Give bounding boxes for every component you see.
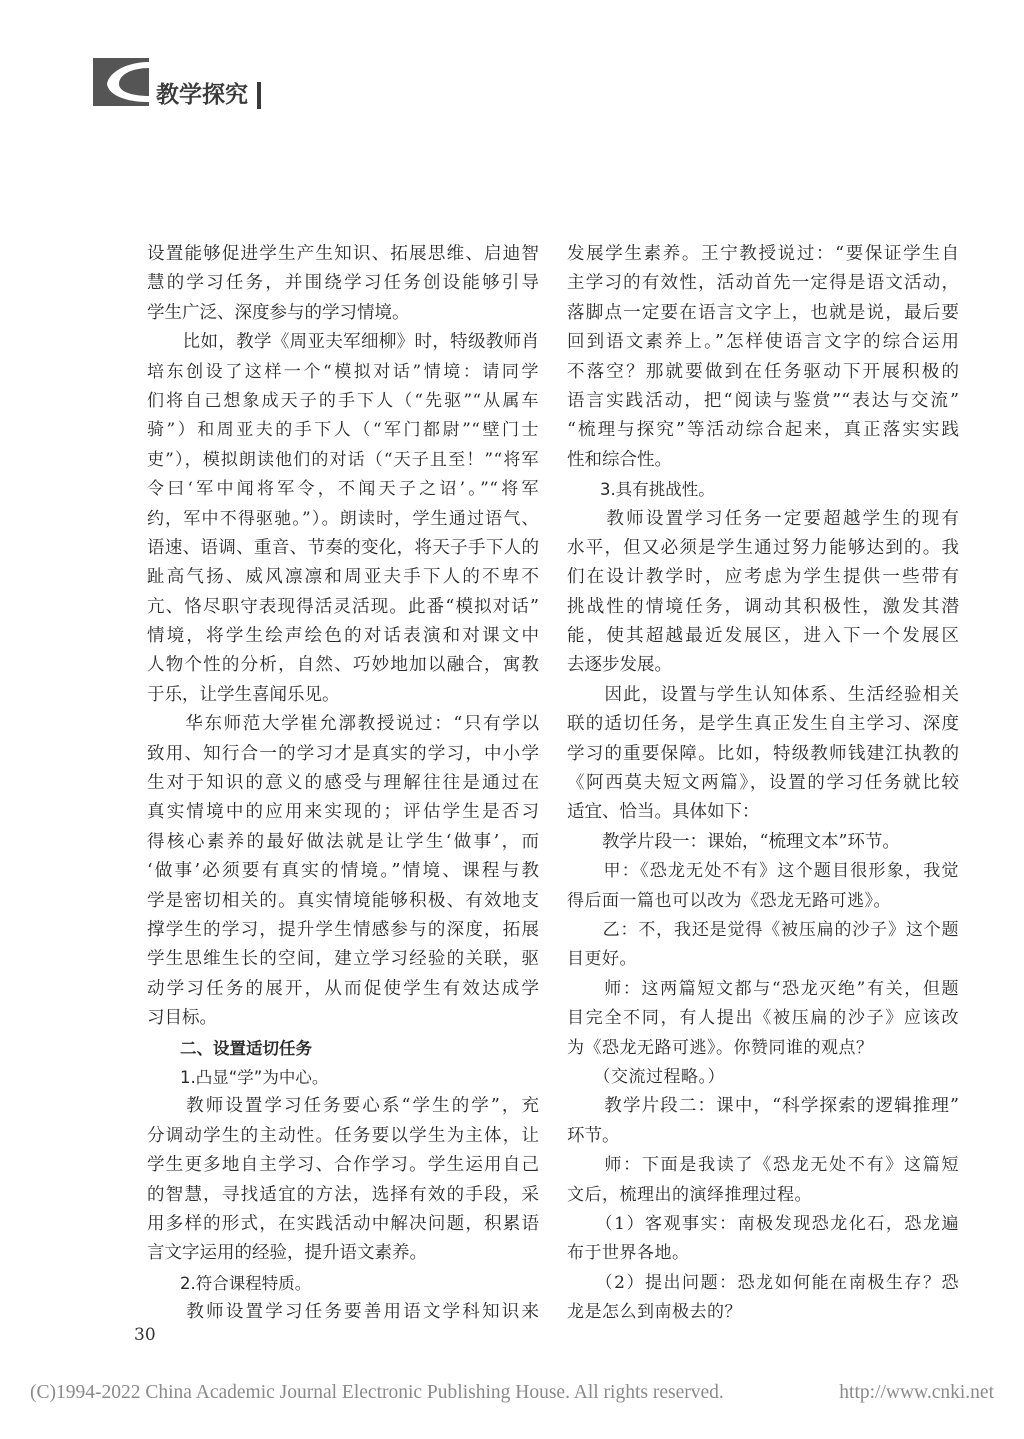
text-line: 师：这两篇短文都与“恐龙灭绝”有关，但题 <box>567 978 959 999</box>
text-line: 布于世界各地。 <box>567 1243 690 1264</box>
text-line: 人物个性的分析，自然、巧妙地加以融合，寓教 <box>147 655 539 676</box>
text-line: 习目标。 <box>147 1008 217 1029</box>
text-line: 龙是怎么到南极去的？ <box>567 1302 742 1323</box>
text-line: 慧的学习任务，并围绕学习任务创设能够引导 <box>147 273 539 294</box>
text-line: 1.凸显“学”为中心。 <box>147 1067 329 1087</box>
text-line: 的智慧，寻找适宜的方法，选择有效的手段，采 <box>147 1184 539 1205</box>
text-line: 们在设计教学时，应考虑为学生提供一些带有 <box>567 567 959 588</box>
text-line: 学习的重要保障。比如，特级教师钱建江执教的 <box>567 743 959 764</box>
text-line: 得后面一篇也可以改为《恐龙无路可逃》。 <box>567 890 891 911</box>
website-url: http://www.cnki.net <box>839 1382 994 1403</box>
text-line: 挑战性的情境任务，调动其积极性，激发其潜 <box>567 596 959 617</box>
section-title: 教学探究 <box>156 82 248 108</box>
text-line: 文后，梳理出的演绎推理过程。 <box>567 1184 812 1205</box>
text-line: （1）客观事实：南极发现恐龙化石，恐龙遍 <box>567 1213 959 1234</box>
text-line: 约，军中不得驱驰。”）。朗读时，学生通过语气、 <box>147 508 539 529</box>
text-line: 撑学生的学习，提升学生情感参与的深度，拓展 <box>147 919 539 940</box>
text-line: （2）提出问题：恐龙如何能在南极生存？恐 <box>567 1272 959 1293</box>
copyright-footer <box>30 1382 994 1404</box>
text-line: 设置能够促进学生产生知识、拓展思维、启迪智 <box>147 244 539 264</box>
text-line: 落脚点一定要在语言文字上，也就是说，最后要 <box>567 302 959 323</box>
text-line: 3.具有挑战性。 <box>567 480 715 500</box>
text-line: 主学习的有效性，活动首先一定得是语文活动， <box>567 273 959 294</box>
text-line: 培东创设了这样一个“模拟对话”情境：请同学 <box>147 361 539 382</box>
text-line: 言文字运用的经验，提升语文素养。 <box>147 1243 427 1264</box>
text-line: （交流过程略。） <box>567 1066 725 1087</box>
text-line: 不落空？那就要做到在任务驱动下开展积极的 <box>567 361 959 382</box>
text-line: 教师设置学习任务要心系“学生的学”，充 <box>147 1096 539 1117</box>
left-text-column <box>147 240 539 1327</box>
page-number: 30 <box>134 1325 156 1345</box>
text-line: 语速、语调、重音、节奏的变化，将天子手下人的 <box>147 537 539 558</box>
text-line: 致用、知行合一的学习才是真实的学习，中小学 <box>147 743 539 764</box>
text-line: 学生更多地自主学习、合作学习。学生运用自己 <box>147 1155 539 1176</box>
text-line: 乙：不，我还是觉得《被压扁的沙子》这个题 <box>567 919 959 940</box>
text-line: 二、设置适切任务 <box>147 1038 312 1058</box>
text-line: 亢、恪尽职守表现得活灵活现。此番“模拟对话” <box>147 596 539 617</box>
text-line: 因此，设置与学生认知体系、生活经验相关 <box>567 684 959 705</box>
journal-logo <box>93 58 149 106</box>
text-line: 趾高气扬、威风凛凛和周亚夫手下人的不卑不 <box>147 567 539 588</box>
text-line: ‘做事’必须要有真实的情境。”情境、课程与教 <box>147 861 539 882</box>
text-line: 教师设置学习任务要善用语文学科知识来 <box>147 1302 539 1323</box>
copyright-text: (C)1994-2022 China Academic Journal Electronic Publishing House. All rights reserved. <box>30 1382 724 1403</box>
text-line: 学生思维生长的空间，建立学习经验的关联，驱 <box>147 949 539 970</box>
text-line: 目更好。 <box>567 949 637 970</box>
text-line: 得核心素养的最好做法就是让学生‘做事’，而 <box>147 831 539 852</box>
text-line: 骑”）和周亚夫的手下人（“军门都尉”“壁门士 <box>147 420 539 441</box>
text-line: 适宜、恰当。具体如下： <box>567 802 760 823</box>
text-line: 用多样的形式，在实践活动中解决问题，积累语 <box>147 1213 539 1234</box>
section-divider-bar <box>257 82 261 109</box>
text-line: 们将自己想象成天子的手下人（“先驱”“从属车 <box>147 390 539 411</box>
text-line: 回到语文素养上。”怎样使语言文字的综合运用 <box>567 332 959 353</box>
text-line: 生对于知识的意义的感受与理解往往是通过在 <box>147 773 539 794</box>
text-line: 联的适切任务，是学生真正发生自主学习、深度 <box>567 714 959 735</box>
text-line: 性和综合性。 <box>567 449 672 470</box>
text-line: 教学片段二：课中，“科学探索的逻辑推理” <box>567 1096 959 1117</box>
text-line: 教学片段一：课始，“梳理文本”环节。 <box>567 831 900 852</box>
text-line: 去逐步发展。 <box>567 655 672 676</box>
text-line: 学是密切相关的。真实情境能够积极、有效地支 <box>147 890 539 911</box>
text-line: 水平，但又必须是学生通过努力能够达到的。我 <box>567 537 959 558</box>
text-line: 华东师范大学崔允漷教授说过：“只有学以 <box>147 714 539 735</box>
text-line: 环节。 <box>567 1125 620 1146</box>
text-line: 吏”），模拟朗读他们的对话（“天子且至！”“将军 <box>147 449 539 470</box>
text-line: 甲：《恐龙无处不有》这个题目很形象，我觉 <box>567 861 959 882</box>
text-line: “梳理与探究”等活动综合起来，真正落实实践 <box>567 420 959 441</box>
text-line: 于乐，让学生喜闻乐见。 <box>147 684 340 705</box>
text-line: 真实情境中的应用来实现的；评估学生是否习 <box>147 802 539 823</box>
text-line: 学生广泛、深度参与的学习情境。 <box>147 302 410 323</box>
text-line: 动学习任务的展开，从而促使学生有效达成学 <box>147 978 539 999</box>
text-line: 能，使其超越最近发展区，进入下一个发展区 <box>567 626 959 647</box>
text-line: 比如，教学《周亚夫军细柳》时，特级教师肖 <box>147 332 539 353</box>
text-line: 师：下面是我读了《恐龙无处不有》这篇短 <box>567 1155 959 1176</box>
text-line: 目完全不同，有人提出《被压扁的沙子》应该改 <box>567 1008 959 1029</box>
text-line: 情境，将学生绘声绘色的对话表演和对课文中 <box>147 626 539 647</box>
text-line: 语言实践活动，把“阅读与鉴赏”“表达与交流” <box>567 390 959 411</box>
right-text-column <box>567 240 959 1327</box>
text-line: 2.符合课程特质。 <box>147 1273 312 1293</box>
text-line: 为《恐龙无路可逃》。你赞同谁的观点？ <box>567 1037 874 1058</box>
text-line: 令曰‘军中闻将军令，不闻天子之诏’。”“将军 <box>147 479 539 500</box>
text-line: 《阿西莫夫短文两篇》，设置的学习任务就比较 <box>567 773 959 794</box>
text-line: 发展学生素养。王宁教授说过：“要保证学生自 <box>567 244 959 264</box>
text-line: 分调动学生的主动性。任务要以学生为主体，让 <box>147 1125 539 1146</box>
text-line: 教师设置学习任务一定要超越学生的现有 <box>567 508 959 529</box>
